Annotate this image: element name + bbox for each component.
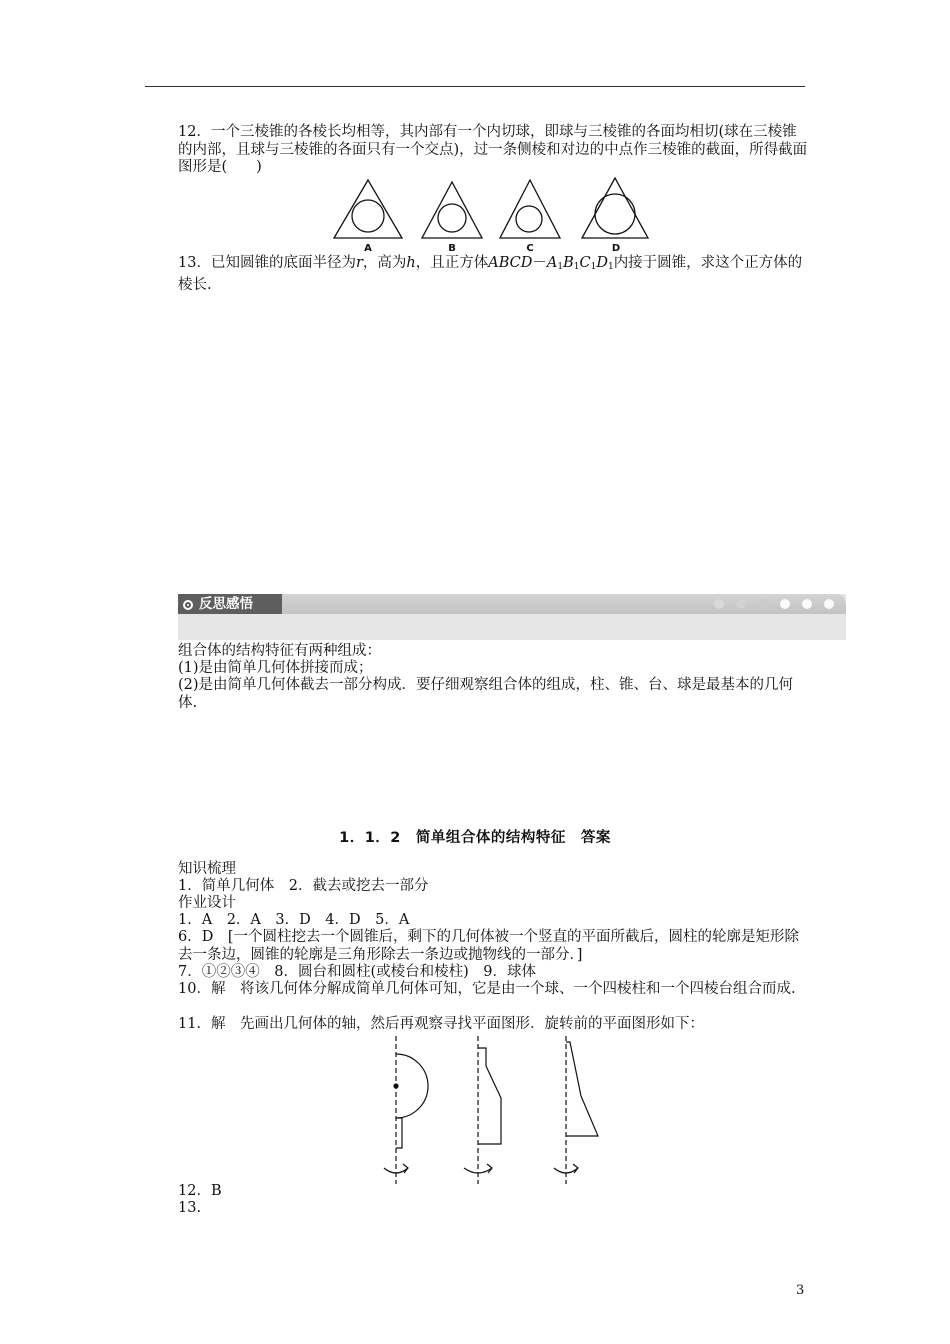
reflection-line-2: (1)是由简单几何体拼接而成； [178,660,373,676]
answer-line: 6．D [一个圆柱挖去一个圆锥后，剩下的几何体被一个竖直的平面所截后，圆柱的轮廓是矩形除去一条边，圆锥的轮廓是三角形除去一条边或抛物线的一部分．] [178,929,800,963]
decor-dot-icon [758,599,768,609]
answer-line: 13. [178,1200,202,1216]
decor-dot-icon [780,599,790,609]
figure-3 [554,1036,598,1184]
answer-line: 作业设计 [178,895,236,911]
question-12 [178,124,808,177]
answer-line: 12．B [178,1183,222,1199]
option-d-label: D [611,243,621,254]
question-13: 13．已知圆锥的底面半径为r，高为h，且正方体$ABCD-A_1B_1C_1D_1$内接于圆锥，求这个正方体的棱长. [178,255,803,293]
figure-1 [384,1036,428,1184]
decor-dot-icon [714,599,724,609]
answer-line: 1．A 2．A 3．D 4．D 5．A [178,912,410,928]
option-b-label: B [448,243,456,254]
question-12-text: 12．一个三棱锥的各棱长均相等，其内部有一个内切球，即球与三棱锥的各面均相切(球在三棱锥的内部，且球与三棱锥的各面只有一个交点)，过一条侧棱和对边的中点作三棱锥的截面，所得截面图形是( ) [178,124,808,175]
answer-line: 7．①②③④ 8．圆台和圆柱(或棱台和棱柱) 9．球体 [178,964,536,980]
figure-2 [464,1036,501,1184]
decor-dot-icon [824,599,834,609]
option-c-figure [500,180,560,238]
q12-option-figures [320,176,660,254]
option-a-label: A [364,243,372,254]
decor-dot-icon [736,599,746,609]
answer-line: 10．解 将该几何体分解成简单几何体可知，它是由一个球、一个四棱柱和一个四棱台组合而成. [178,981,796,997]
reflection-line-1: 组合体的结构特征有两种组成： [178,643,381,659]
answers-title: 1．1．2 简单组合体的结构特征 答案 [339,830,611,846]
answer-line: 知识梳理 [178,861,236,877]
decor-dot-icon [802,599,812,609]
header-rule [145,86,805,87]
page-number: 3 [796,1283,805,1298]
target-icon [183,600,193,610]
answer-line: 1．简单几何体 2．截去或挖去一部分 [178,878,429,894]
option-b-figure [422,182,482,238]
reflection-tag: 反思感悟 [178,594,282,614]
answer-line: 11．解 先画出几何体的轴，然后再观察寻找平面图形．旋转前的平面图形如下： [178,1016,704,1032]
option-c-label: C [526,243,534,254]
q11-answer-figures [370,1036,620,1186]
option-d-figure [582,178,648,238]
reflection-line-3: (2)是由简单几何体截去一部分构成．要仔细观察组合体的组成，柱、锥、台、球是最基本的几何体. [178,677,794,711]
option-a-figure [334,180,402,238]
reflection-banner [178,594,846,640]
